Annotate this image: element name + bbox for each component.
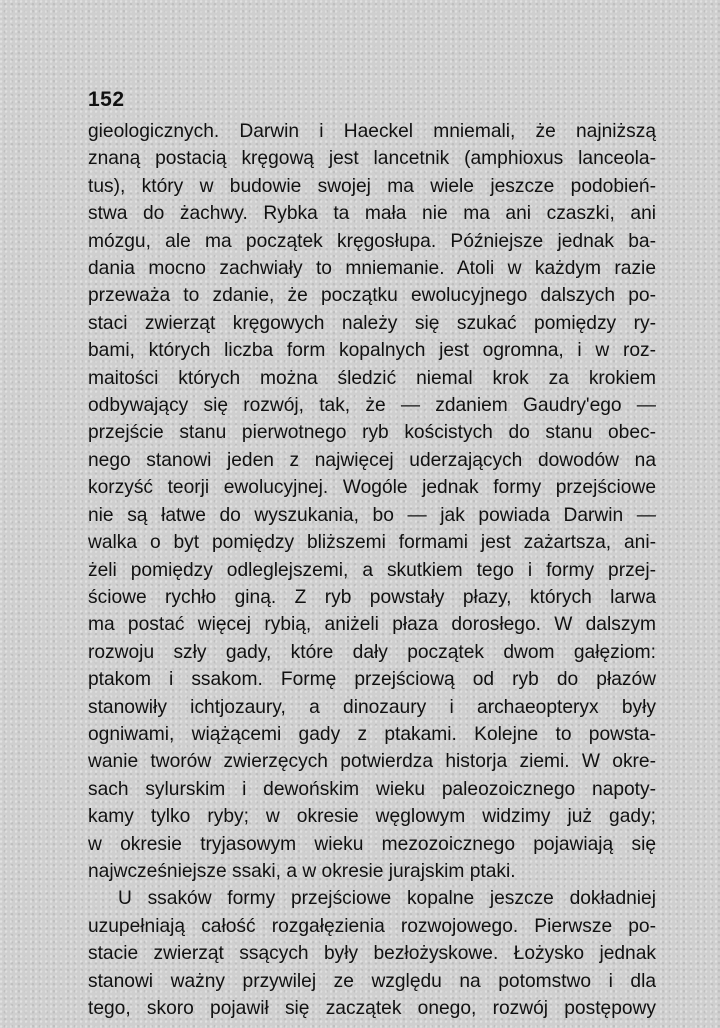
paragraph-end-line: najwcześniejsze ssaki, a w okresie jurajskim ptaki. [88,860,516,882]
text-line: tus), który w budowie swojej ma wiele jeszcze podobień- [88,175,656,197]
text-line: sach sylurskim i dewońskim wieku paleozoicznego napoty- [88,778,656,800]
text-line: przeważa to zdanie, że początku ewolucyjnego dalszych po- [88,285,656,307]
text-line: stanowiły ichtjozaury, a dinozaury i archaeopteryx były [88,696,656,718]
text-line: maitości których można śledzić niemal krok za krokiem [88,367,656,389]
text-line: ogniwami, wiążącemi gady z ptakami. Kolejne to powsta- [88,723,656,745]
text-line: bami, których liczba form kopalnych jest ogromna, i w roz- [88,340,656,362]
text-line: walka o byt pomiędzy bliższemi formami jest zażartsza, ani- [88,532,656,554]
text-line: uzupełniają całość rozgałęzienia rozwojowego. Pierwsze po- [88,915,656,937]
text-line: stwa do żachwy. Rybka ta mała nie ma ani czaszki, ani [88,203,656,225]
text-line: ściowe rychło giną. Z ryb powstały płazy, których larwa [88,586,656,608]
text-line: tego, skoro pojawił się zaczątek onego, rozwój postępowy [88,998,656,1019]
text-line: kamy tylko ryby; w okresie węglowym widzimy już gady; [88,806,656,828]
text-line: stanowi ważny przywilej ze względu na potomstwo i dla [88,970,656,992]
text-line: nie są łatwe do wyszukania, bo — jak powiada Darwin — [88,504,656,526]
body-text [88,118,656,1022]
text-line: ptakom i ssakom. Formę przejściową od ryb do płazów [88,669,656,691]
text-line: przejście stanu pierwotnego ryb kościstych do stanu obec- [88,422,656,444]
text-line: dania mocno zachwiały to mniemanie. Atoli w każdym razie [88,258,656,280]
text-line: wanie tworów zwierzęcych potwierdza historja ziemi. W okre- [88,751,656,773]
text-line: gieologicznych. Darwin i Haeckel mniemali, że najniższą [88,121,656,142]
text-line: ma postać więcej rybią, aniżeli płaza dorosłego. W dalszym [88,614,656,636]
text-line: znaną postacią kręgową jest lancetnik (amphioxus lanceola- [88,148,656,170]
text-line: korzyść teorji ewolucyjnej. Wogóle jednak formy przejściowe [88,477,656,499]
text-line: żeli pomiędzy odleglejszemi, a skutkiem tego i formy przej- [88,559,656,581]
text-line: w okresie tryjasowym wieku mezozoicznego pojawiają się [88,833,656,855]
text-line: rozwoju szły gady, które dały początek dwom gałęziom: [88,641,656,663]
text-line: nego stanowi jeden z najwięcej uderzających dowodów na [88,449,656,471]
text-line: stacie zwierząt ssących były bezłożyskowe. Łożysko jednak [88,943,656,965]
paragraph-start-line: U ssaków formy przejściowe kopalne jeszcze dokładniej [118,888,656,910]
text-line: staci zwierząt kręgowych należy się szukać pomiędzy ry- [88,312,656,334]
text-line: odbywający się rozwój, tak, że — zdaniem Gaudry'ego — [88,395,656,417]
page-number: 152 [88,88,125,111]
text-line: mózgu, ale ma początek kręgosłupa. Późniejsze jednak ba- [88,230,656,252]
